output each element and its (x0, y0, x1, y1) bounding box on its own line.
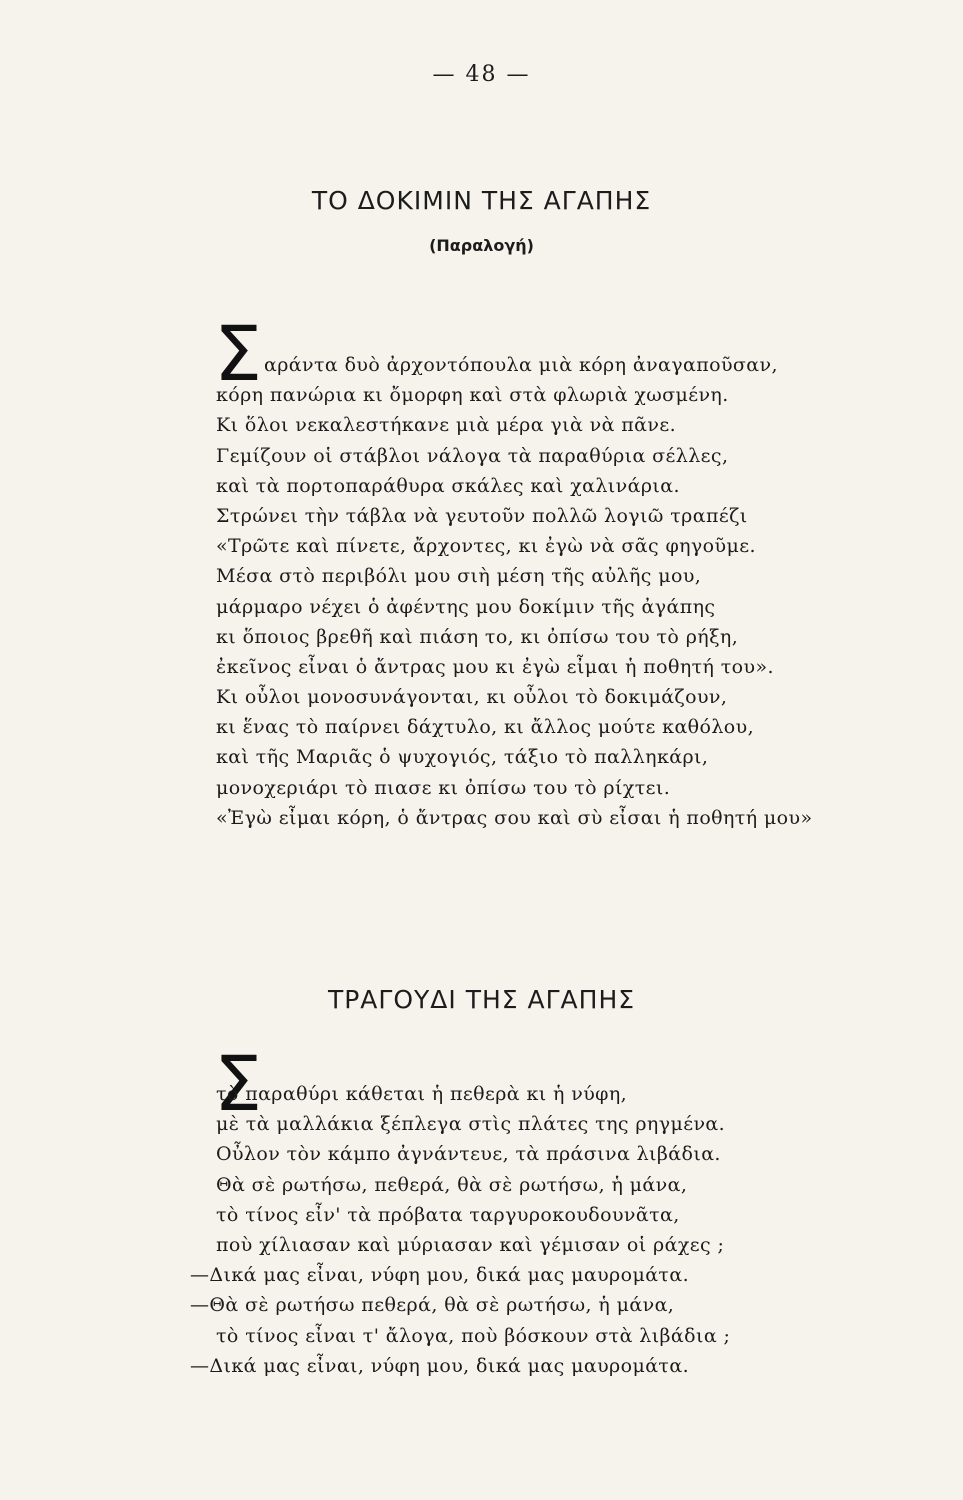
poem-line: Μέσα στὸ περιβόλι μου σιὴ μέση τῆς αὐλῆς μου, (216, 565, 702, 588)
poem-line: Κι ὅλοι νεκαλεστήκανε μιὰ μέρα γιὰ νὰ πᾶνε. (216, 414, 677, 437)
poem-line: καὶ τῆς Μαριᾶς ὁ ψυχογιός, τάξιο τὸ παλληκάρι, (216, 746, 709, 769)
poem-line: μονοχεριάρι τὸ πιασε κι ὀπίσω του τὸ ρίχτει. (216, 776, 671, 799)
poem-line: καὶ τὰ πορτοπαράθυρα σκάλες καὶ χαλινάρια. (216, 474, 680, 497)
poem-line: Κι οὖλοι μονοσυνάγονται, κι οὖλοι τὸ δοκιμάζουν, (216, 686, 728, 709)
poem-line: Στρώνει τὴν τάβλα νὰ γευτοῦν πολλῶ λογιῶ τραπέζι (216, 504, 748, 527)
poem-line: «Τρῶτε καὶ πίνετε, ἄρχοντες, κι ἐγὼ νὰ σᾶς φηγοῦμε. (216, 535, 756, 558)
poem-line: Θὰ σὲ ρωτήσω, πεθερά, θὰ σὲ ρωτήσω, ἡ μάνα, (216, 1173, 688, 1196)
poem-line: —Δικά μας εἶναι, νύφη μου, δικά μας μαυρομάτα. (190, 1264, 690, 1287)
poem-line: κι ἕνας τὸ παίρνει δάχτυλο, κι ἄλλος μούτε καθόλου, (216, 716, 755, 739)
poem-line: κόρη πανώρια κι ὄμορφη καὶ στὰ φλωριὰ χωσμένη. (216, 384, 729, 407)
poem-line: ποὺ χίλιασαν καὶ μύριασαν καὶ γέμισαν οἱ ράχες ; (216, 1233, 725, 1256)
drop-cap: Σ (214, 1039, 263, 1128)
poem-line: τὸ τίνος εἶναι τ' ἄλογα, ποὺ βόσκουν στὰ λιβάδια ; (216, 1324, 731, 1347)
poem-line: Γεμίζουν οἱ στάβλοι νάλογα τὰ παραθύρια σέλλες, (216, 444, 729, 467)
poem-line: τὸ παραθύρι κάθεται ἡ πεθερὰ κι ἡ νύφη, (216, 1083, 628, 1105)
poem-line: —Δικά μας εἶναι, νύφη μου, δικά μας μαυρομάτα. (190, 1354, 690, 1377)
page-number: — 48 — (432, 62, 531, 87)
poem-line: Οὖλον τὸν κάμπο ἀγνάντευε, τὰ πράσινα λιβάδια. (216, 1143, 721, 1166)
drop-cap: Σ (214, 309, 263, 398)
poem-lines (216, 350, 812, 833)
poem-line: «Ἐγὼ εἶμαι κόρη, ὁ ἄντρας σου καὶ σὺ εἶσαι ἡ ποθητή μου» (216, 806, 813, 829)
poem-line: κι ὅποιος βρεθῆ καὶ πιάση το, κι ὀπίσω του τὸ ρήξη, (216, 625, 739, 648)
poem-line: αράντα δυὸ ἀρχοντόπουλα μιὰ κόρη ἀναγαποῦσαν, (264, 354, 778, 376)
poem-lines (190, 1079, 730, 1381)
poem-title: ΤΟ ΔΟΚΙΜΙΝ ΤΗΣ ΑΓΑΠΗΣ (311, 186, 652, 215)
poem-title: ΤΡΑΓΟΥΔΙ ΤΗΣ ΑΓΑΠΗΣ (327, 985, 636, 1014)
poem-subtitle: (Παραλογή) (429, 236, 534, 255)
poem-line: μὲ τὰ μαλλάκια ξέπλεγα στὶς πλάτες της ρηγμένα. (216, 1113, 726, 1136)
poem-line: μάρμαρο νέχει ὁ ἀφέντης μου δοκίμιν τῆς ἀγάπης (216, 595, 716, 618)
poem-line: ἐκεῖνος εἶναι ὁ ἄντρας μου κι ἐγὼ εἶμαι ἡ ποθητή του». (216, 655, 774, 678)
poem-line: —Θὰ σὲ ρωτήσω πεθερά, θὰ σὲ ρωτήσω, ἡ μάνα, (190, 1294, 675, 1317)
poem-line: τὸ τίνος εἶν' τὰ πρόβατα ταργυροκουδουνᾶτα, (216, 1203, 680, 1226)
